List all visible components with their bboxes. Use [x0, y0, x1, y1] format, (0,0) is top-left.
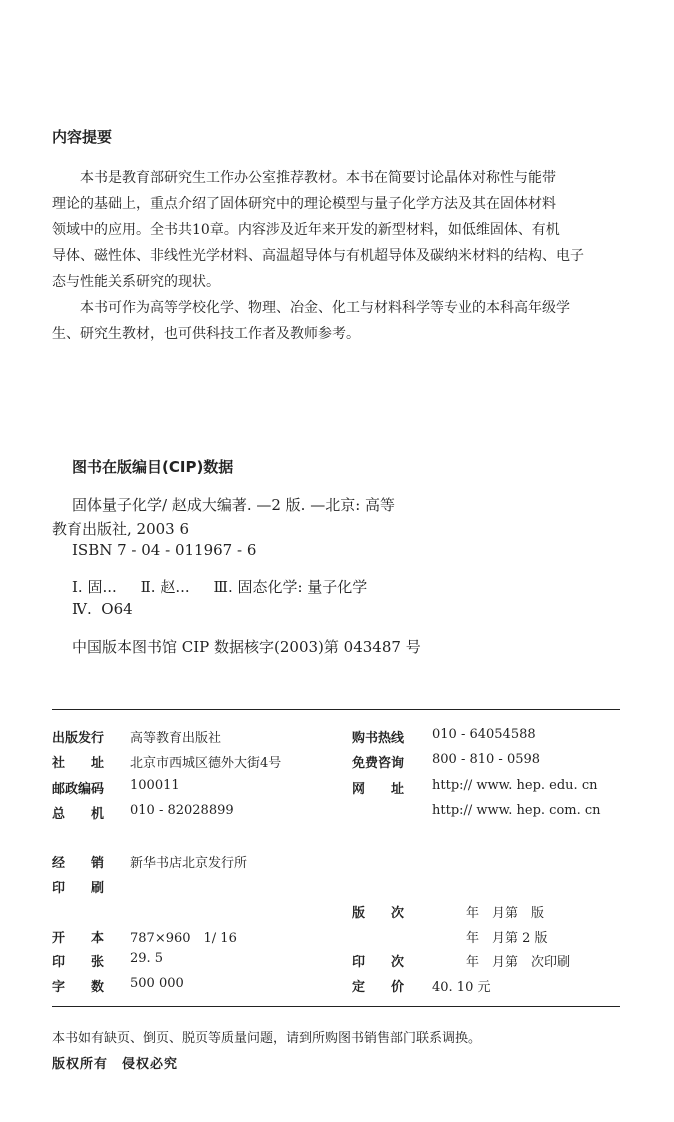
hotline-value: 010 - 64054588	[432, 727, 536, 742]
printing-value: 年 月第 次印刷	[466, 955, 571, 970]
printing-label: 印 次	[352, 955, 405, 970]
edition-value: 年 月第 2 版	[466, 931, 548, 946]
sheets-label: 印 张	[52, 955, 105, 970]
summary-paragraph	[52, 165, 624, 347]
summary-line: 态与性能关系研究的现状。	[52, 274, 220, 290]
summary-line: 本书是教育部研究生工作办公室推荐教材。本书在简要讨论晶体对称性与能带	[80, 170, 556, 186]
postcode-value: 100011	[130, 778, 180, 793]
switchboard-label: 总 机	[52, 807, 105, 822]
cip-title-line: 教育出版社, 2003 6	[52, 520, 190, 538]
quality-notice: 本书如有缺页、倒页、脱页等质量问题，请到所购图书销售部门联系调换。	[52, 1031, 482, 1046]
postcode-label: 邮政编码	[52, 782, 105, 797]
distributor-value: 新华书店北京发行所	[130, 856, 248, 871]
summary-line: 领域中的应用。全书共10章。内容涉及近年来开发的新型材料，如低维固体、有机	[52, 222, 560, 238]
cip-classification: Ⅰ. 固... Ⅱ. 赵... Ⅲ. 固态化学: 量子化学	[72, 578, 368, 596]
divider-top	[52, 709, 620, 710]
address-value: 北京市西城区德外大街4号	[130, 756, 282, 771]
consult-label: 免费咨询	[352, 756, 405, 771]
words-label: 字 数	[52, 980, 105, 995]
summary-heading: 内容提要	[52, 128, 113, 146]
consult-value: 800 - 810 - 0598	[432, 752, 541, 767]
format-label: 开 本	[52, 931, 105, 946]
address-label: 社 址	[52, 756, 105, 771]
cip-classification: Ⅳ. O64	[72, 600, 133, 618]
publisher-value: 高等教育出版社	[130, 731, 222, 746]
edition-value: 年 月第 版	[466, 906, 545, 921]
price-value: 40. 10 元	[432, 980, 491, 995]
edition-label: 版 次	[352, 906, 405, 921]
summary-line: 本书可作为高等学校化学、物理、冶金、化工与材料科学等专业的本科高年级学	[80, 300, 570, 316]
website-link[interactable]: http:// www. hep. com. cn	[432, 803, 601, 818]
hotline-label: 购书热线	[352, 731, 405, 746]
words-value: 500 000	[130, 976, 184, 991]
printer-label: 印 刷	[52, 881, 105, 896]
copyright-notice: 版权所有 侵权必究	[52, 1057, 179, 1072]
sheets-value: 29. 5	[130, 951, 164, 966]
format-value: 787×960 1/ 16	[130, 931, 237, 946]
website-link[interactable]: http:// www. hep. edu. cn	[432, 778, 598, 793]
summary-line: 导体、磁性体、非线性光学材料、高温超导体与有机超导体及碳纳米材料的结构、电子	[52, 248, 584, 264]
website-label: 网 址	[352, 782, 405, 797]
cip-heading: 图书在版编目(CIP)数据	[72, 458, 234, 476]
cip-isbn: ISBN 7 - 04 - 011967 - 6	[72, 541, 257, 559]
publisher-label: 出版发行	[52, 731, 105, 746]
divider-bottom	[52, 1006, 620, 1007]
cip-verify-number: 中国版本图书馆 CIP 数据核字(2003)第 043487 号	[72, 638, 421, 656]
summary-line: 生、研究生教材，也可供科技工作者及教师参考。	[52, 326, 360, 342]
distributor-label: 经 销	[52, 856, 105, 871]
summary-line: 理论的基础上，重点介绍了固体研究中的理论模型与量子化学方法及其在固体材料	[52, 196, 556, 212]
cip-title-line: 固体量子化学/ 赵成大编著. —2 版. —北京: 高等	[72, 496, 396, 514]
switchboard-value: 010 - 82028899	[130, 803, 234, 818]
price-label: 定 价	[352, 980, 405, 995]
